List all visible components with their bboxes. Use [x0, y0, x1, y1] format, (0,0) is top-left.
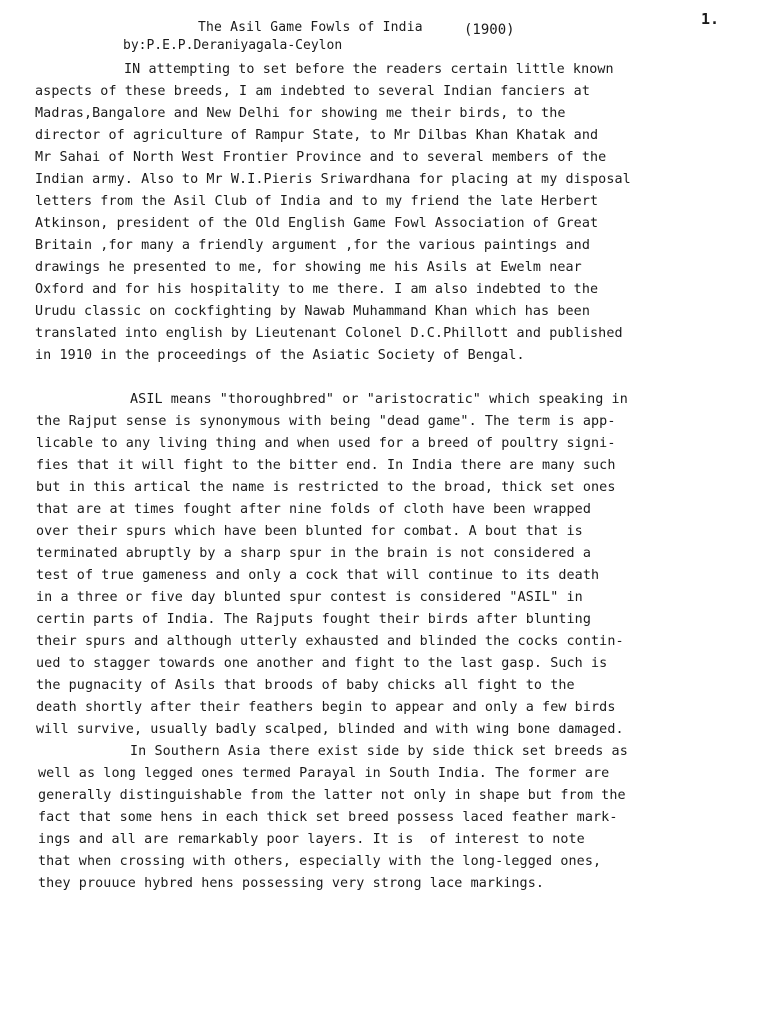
- text-line: ued to stagger towards one another and fight to the last gasp. Such is: [36, 656, 608, 671]
- text-line: well as long legged ones termed Parayal in South India. The former are: [38, 766, 610, 781]
- text-line: ings and all are remarkably poor layers. It is of interest to note: [38, 832, 585, 847]
- text-line: fies that it will fight to the bitter end. In India there are many such: [36, 458, 616, 473]
- text-line: certin parts of India. The Rajputs fought their birds after blunting: [36, 612, 592, 627]
- document-title: The Asil Game Fowls of India: [198, 20, 423, 35]
- text-line: ASIL means "thoroughbred" or "aristocratic" which speaking in: [130, 392, 628, 407]
- text-line: test of true gameness and only a cock that will continue to its death: [36, 568, 600, 583]
- text-line: Madras,Bangalore and New Delhi for showing me their birds, to the: [35, 106, 566, 121]
- text-line: that are at times fought after nine folds of cloth have been wrapped: [36, 502, 592, 517]
- text-line: licable to any living thing and when used for a breed of poultry signi-: [36, 436, 616, 451]
- text-line: Atkinson, president of the Old English Game Fowl Association of Great: [35, 216, 599, 231]
- text-line: Indian army. Also to Mr W.I.Pieris Sriwardhana for placing at my disposal: [35, 172, 631, 187]
- text-line: translated into english by Lieutenant Colonel D.C.Phillott and published: [35, 326, 623, 341]
- document-year: (1900): [464, 22, 515, 38]
- text-line: Oxford and for his hospitality to me there. I am also indebted to the: [35, 282, 599, 297]
- text-line: drawings he presented to me, for showing me his Asils at Ewelm near: [35, 260, 582, 275]
- text-line: they prouuce hybred hens possessing very strong lace markings.: [38, 876, 545, 891]
- text-line: in 1910 in the proceedings of the Asiatic Society of Bengal.: [35, 348, 525, 363]
- text-line: the pugnacity of Asils that broods of baby chicks all fight to the: [36, 678, 575, 693]
- text-line: aspects of these breeds, I am indebted to several Indian fanciers at: [35, 84, 591, 99]
- text-line: the Rajput sense is synonymous with being "dead game". The term is app-: [36, 414, 616, 429]
- text-line: Mr Sahai of North West Frontier Province and to several members of the: [35, 150, 607, 165]
- text-line: director of agriculture of Rampur State, to Mr Dilbas Khan Khatak and: [35, 128, 599, 143]
- text-line: their spurs and although utterly exhausted and blinded the cocks contin-: [36, 634, 624, 649]
- text-line: but in this artical the name is restricted to the broad, thick set ones: [36, 480, 616, 495]
- text-line: death shortly after their feathers begin to appear and only a few birds: [36, 700, 616, 715]
- text-line: that when crossing with others, especially with the long-legged ones,: [38, 854, 602, 869]
- text-line: fact that some hens in each thick set breed possess laced feather mark-: [38, 810, 618, 825]
- text-line: will survive, usually badly scalped, blinded and with wing bone damaged.: [36, 722, 624, 737]
- text-line: Britain ,for many a friendly argument ,for the various paintings and: [35, 238, 591, 253]
- page-number: 1.: [701, 10, 720, 28]
- text-line: over their spurs which have been blunted for combat. A bout that is: [36, 524, 583, 539]
- text-line: letters from the Asil Club of India and to my friend the late Herbert: [35, 194, 599, 209]
- text-line: in a three or five day blunted spur contest is considered "ASIL" in: [36, 590, 583, 605]
- text-line: IN attempting to set before the readers certain little known: [124, 62, 614, 77]
- text-line: In Southern Asia there exist side by side thick set breeds as: [130, 744, 628, 759]
- text-line: generally distinguishable from the latter not only in shape but from the: [38, 788, 626, 803]
- text-line: terminated abruptly by a sharp spur in the brain is not considered a: [36, 546, 592, 561]
- document-byline: by:P.E.P.Deraniyagala-Ceylon: [123, 38, 343, 53]
- text-line: Urudu classic on cockfighting by Nawab Muhammand Khan which has been: [35, 304, 591, 319]
